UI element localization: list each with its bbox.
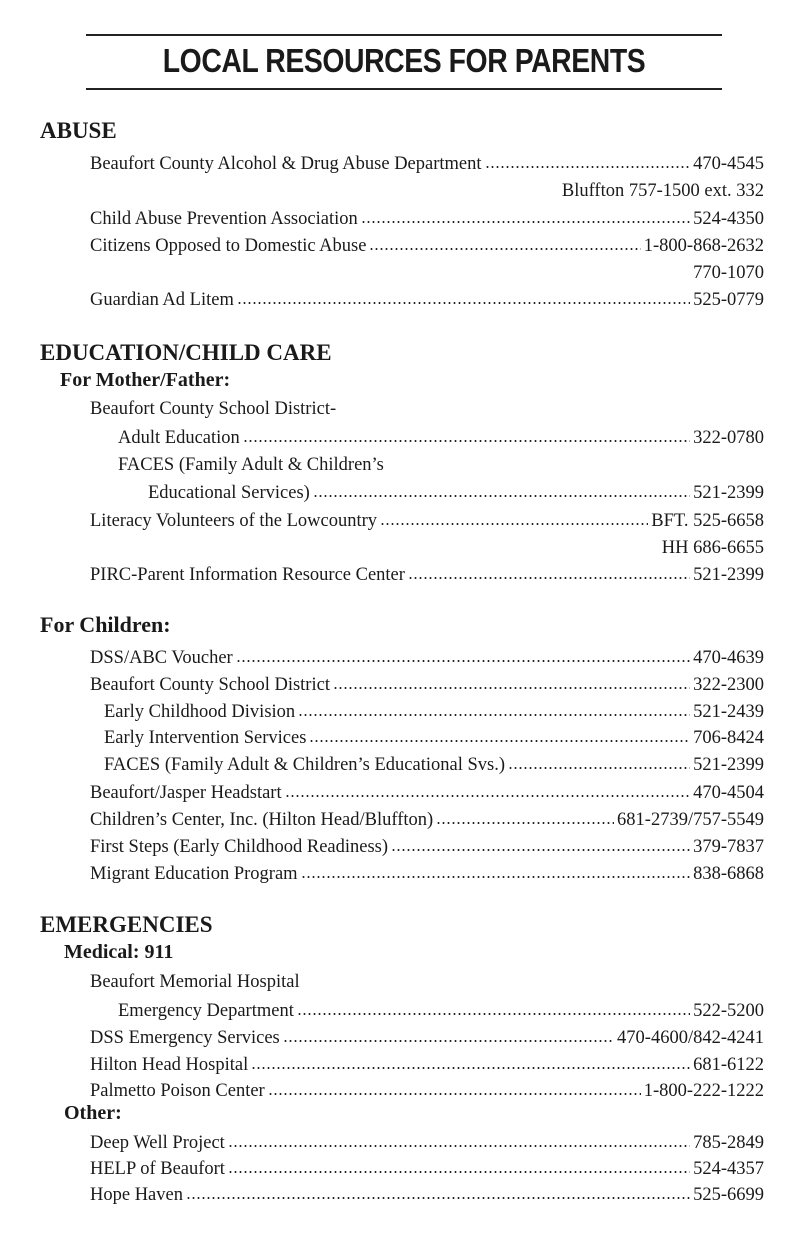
entry-deep-well: [90, 1130, 764, 1154]
entry-label: Child Abuse Prevention Association: [90, 209, 358, 229]
entry-extra-literacy-hh: HH 686-6655: [661, 538, 764, 558]
dot-leader: [237, 287, 690, 305]
entry-faces-children: [104, 752, 764, 776]
dot-leader: [228, 1130, 690, 1148]
entry-label: Guardian Ad Litem: [90, 290, 234, 310]
entry-hope-haven: [90, 1182, 764, 1206]
entry-label: Migrant Education Program: [90, 864, 298, 884]
entry-label: Beaufort County Alcohol & Drug Abuse Department: [90, 154, 482, 174]
entry-label: Beaufort/Jasper Headstart: [90, 783, 282, 803]
entry-emergency-department: [118, 998, 764, 1022]
entry-phone: 470-4545: [693, 154, 764, 174]
entry-phone: 524-4350: [693, 209, 764, 229]
entry-phone: 525-6699: [693, 1185, 764, 1205]
entry-phone: 470-4600/842-4241: [617, 1028, 764, 1048]
entry-literacy-volunteers: [90, 508, 764, 532]
entry-label: DSS Emergency Services: [90, 1028, 280, 1048]
dot-leader: [298, 699, 690, 717]
entry-phone: 785-2849: [693, 1133, 764, 1153]
entry-phone: 521-2439: [693, 702, 764, 722]
entry-phone: 470-4639: [693, 648, 764, 668]
entry-label: Literacy Volunteers of the Lowcountry: [90, 511, 378, 531]
dot-leader: [436, 807, 614, 825]
entry-phone: 706-8424: [693, 728, 764, 748]
entry-phone: 1-800-222-1222: [643, 1081, 764, 1101]
entry-adult-education: [118, 425, 764, 449]
entry-phone: 522-5200: [693, 1001, 764, 1021]
section-heading-abuse: ABUSE: [40, 118, 117, 143]
entry-label: DSS/ABC Voucher: [90, 648, 233, 668]
entry-childrens-center: [90, 807, 764, 831]
entry-label: Deep Well Project: [90, 1133, 225, 1153]
entry-early-intervention: [104, 725, 764, 749]
entry-label: Palmetto Poison Center: [90, 1081, 265, 1101]
entry-beaufort-memorial-label: Beaufort Memorial Hospital: [90, 972, 300, 992]
entry-extra-bluffton: Bluffton 757-1500 ext. 332: [561, 181, 764, 201]
dot-leader: [236, 645, 690, 663]
entry-label: Adult Education: [118, 428, 240, 448]
page-title: LOCAL RESOURCES FOR PARENTS: [162, 42, 646, 79]
entry-phone: 470-4504: [693, 783, 764, 803]
entry-label: PIRC-Parent Information Resource Center: [90, 565, 405, 585]
entry-label: First Steps (Early Childhood Readiness): [90, 837, 389, 857]
entry-dss-emergency: [90, 1025, 764, 1049]
entry-phone: 322-2300: [693, 675, 764, 695]
dot-leader: [251, 1052, 690, 1070]
entry-hilton-head-hospital: [90, 1052, 764, 1076]
dot-leader: [243, 425, 690, 443]
entry-help-of-beaufort: [90, 1156, 764, 1180]
entry-phone: 521-2399: [693, 755, 764, 775]
entry-extra-domestic-abuse: 770-1070: [693, 263, 764, 283]
entry-faces-label: FACES (Family Adult & Children’s: [118, 455, 384, 475]
dot-leader: [228, 1156, 690, 1174]
dot-leader: [186, 1182, 690, 1200]
entry-label: Emergency Department: [118, 1001, 294, 1021]
entry-early-childhood-division: [104, 699, 764, 723]
entry-label: Beaufort County School District: [90, 675, 330, 695]
entry-phone: 521-2399: [693, 565, 764, 585]
entry-alcohol-drug-abuse: [90, 151, 764, 175]
entry-phone: 379-7837: [693, 837, 764, 857]
entry-label: HELP of Beaufort: [90, 1159, 225, 1179]
entry-poison-center: [90, 1078, 764, 1102]
section-heading-education: EDUCATION/CHILD CARE: [40, 340, 332, 365]
dot-leader: [333, 672, 690, 690]
dot-leader: [309, 725, 690, 743]
entry-label: Children’s Center, Inc. (Hilton Head/Bluffton): [90, 810, 434, 830]
entry-phone: 525-0779: [693, 290, 764, 310]
entry-first-steps: [90, 834, 764, 858]
entry-phone: 322-0780: [693, 428, 764, 448]
dot-leader: [508, 752, 690, 770]
subheading-mother-father: For Mother/Father:: [60, 369, 231, 391]
dot-leader: [313, 480, 690, 498]
subheading-other: Other:: [64, 1102, 122, 1124]
entry-phone: 521-2399: [693, 483, 764, 503]
entry-phone: 524-4357: [693, 1159, 764, 1179]
entry-phone: 1-800-868-2632: [643, 236, 764, 256]
dot-leader: [297, 998, 690, 1016]
subheading-medical: Medical: 911: [64, 941, 174, 963]
dot-leader: [285, 780, 690, 798]
entry-school-district-label: Beaufort County School District-: [90, 399, 337, 419]
entry-migrant-education: [90, 861, 764, 885]
dot-leader: [361, 206, 690, 224]
section-heading-emergencies: EMERGENCIES: [40, 912, 213, 937]
entry-phone: 838-6868: [693, 864, 764, 884]
dot-leader: [301, 861, 691, 879]
entry-dss-abc-voucher: [90, 645, 764, 669]
entry-child-abuse-prevention: [90, 206, 764, 230]
entry-educational-services: [148, 480, 764, 504]
entry-guardian-ad-litem: [90, 287, 764, 311]
entry-phone: 681-6122: [693, 1055, 764, 1075]
entry-phone: BFT. 525-6658: [651, 511, 764, 531]
entry-label: Educational Services): [148, 483, 310, 503]
dot-leader: [485, 151, 691, 169]
entry-pirc: [90, 562, 764, 586]
dot-leader: [369, 233, 640, 251]
entry-label: Early Intervention Services: [104, 728, 307, 748]
dot-leader: [408, 562, 690, 580]
entry-label: FACES (Family Adult & Children’s Educational Svs.): [104, 755, 506, 775]
entry-label: Hilton Head Hospital: [90, 1055, 249, 1075]
entry-headstart: [90, 780, 764, 804]
dot-leader: [391, 834, 690, 852]
entry-label: Hope Haven: [90, 1185, 183, 1205]
subheading-for-children: For Children:: [40, 612, 171, 637]
dot-leader: [380, 508, 648, 526]
entry-domestic-abuse: [90, 233, 764, 257]
entry-label: Early Childhood Division: [104, 702, 296, 722]
entry-label: Citizens Opposed to Domestic Abuse: [90, 236, 367, 256]
entry-phone: 681-2739/757-5549: [617, 810, 764, 830]
dot-leader: [268, 1078, 641, 1096]
dot-leader: [283, 1025, 614, 1043]
entry-school-district: [90, 672, 764, 696]
title-banner: [86, 34, 722, 90]
